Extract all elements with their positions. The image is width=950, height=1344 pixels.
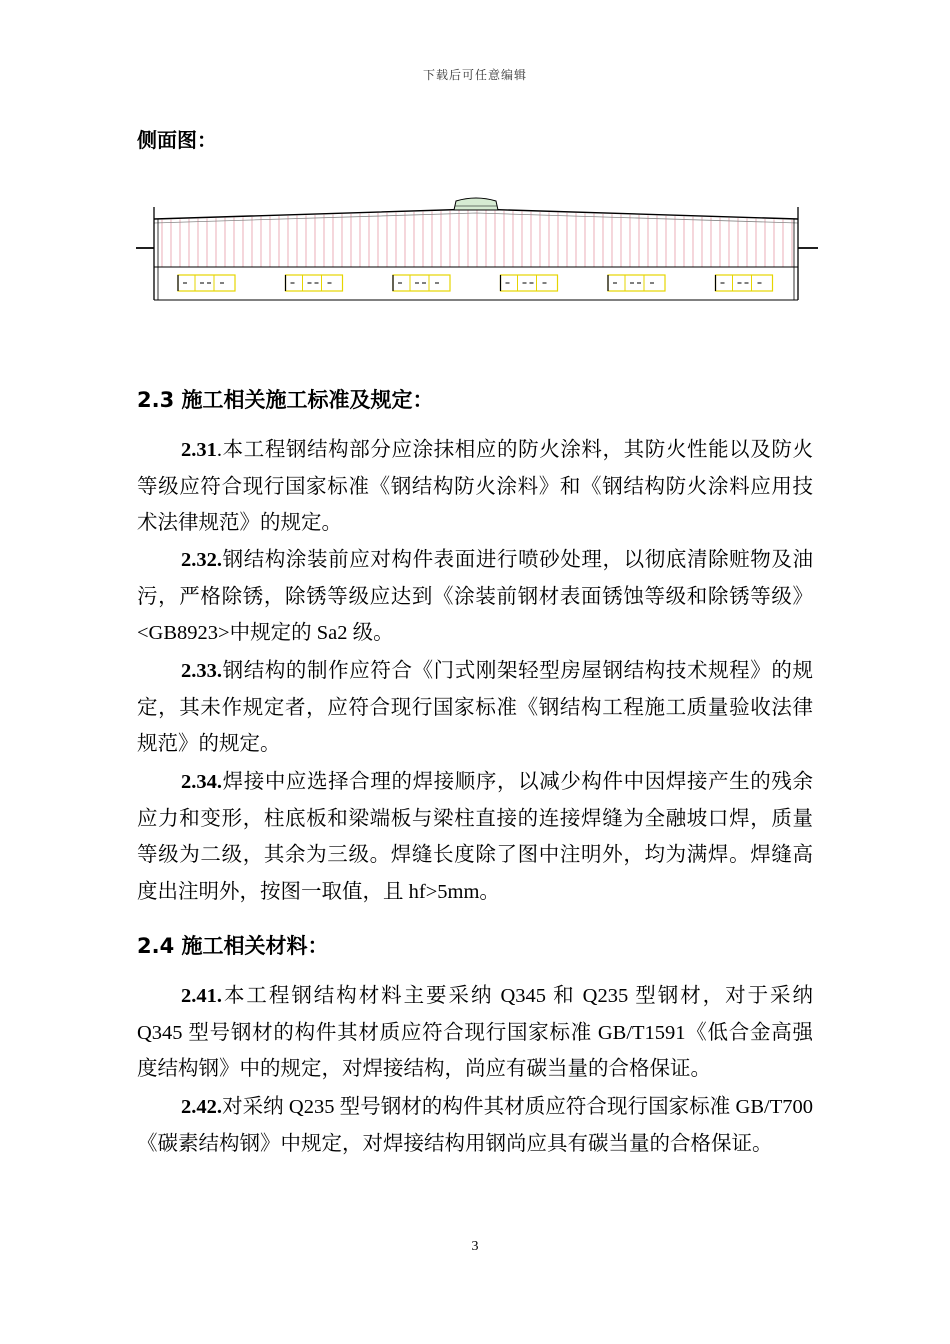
paragraph-2-31	[137, 432, 813, 542]
item-text: 钢结构的制作应符合《门式刚架轻型房屋钢结构技术规程》的规定，其未作规定者，应符合现行国家标准《钢结构工程施工质量验收法律规范》的规定。	[137, 660, 813, 755]
item-number: 2.42.	[181, 1096, 222, 1118]
paragraph-2-32	[137, 542, 813, 652]
paragraph-2-41	[137, 978, 813, 1088]
item-text: 钢结构涂装前应对构件表面进行喷砂处理，以彻底清除赃物及油污，严格除锈，除锈等级应达到《涂装前钢材表面锈蚀等级和除锈等级》<GB8923>中规定的 Sa2 级。	[137, 549, 813, 644]
item-number: 2.41.	[181, 985, 222, 1007]
ridge-ventilator	[454, 198, 498, 210]
item-text: 焊接中应选择合理的焊接顺序，以减少构件中因焊接产生的残余应力和变形，柱底板和梁端板与梁柱直接的连接焊缝为全融坡口焊，质量等级为二级，其余为三级。焊缝长度除了图中注明外，均为满焊。焊缝高度出注明外，按图一取值，且 hf>5mm。	[137, 771, 813, 903]
roof-inner-line	[154, 213, 798, 223]
item-text: .本工程钢结构部分应涂抹相应的防火涂料，其防火性能以及防火等级应符合现行国家标准《钢结构防火涂料》和《钢结构防火涂料应用技术法律规范》的规定。	[137, 439, 813, 534]
section-title-2-4: 2.4 施工相关材料：	[137, 934, 329, 958]
item-text: 本工程钢结构材料主要采纳 Q345 和 Q235 型钢材，对于采纳 Q345 型号钢材的构件其材质应符合现行国家标准 GB/T1591《低合金高强度结构钢》中的规定，对焊接结构，尚应有碳当量的合格保证。	[137, 985, 813, 1080]
header-note: 下载后可任意编辑	[422, 68, 527, 82]
elevation-svg	[132, 193, 822, 308]
item-number: 2.32.	[181, 549, 222, 571]
side-view-label: 侧面图：	[137, 128, 217, 152]
side-elevation-drawing	[132, 193, 822, 308]
page-number: 3	[471, 1239, 479, 1254]
item-number: 2.31	[181, 439, 217, 461]
section-title-2-3: 2.3 施工相关施工标准及规定：	[137, 388, 434, 412]
item-number: 2.34.	[181, 771, 222, 793]
paragraph-2-34	[137, 764, 813, 910]
item-number: 2.33.	[181, 660, 222, 682]
paragraph-2-33	[137, 653, 813, 763]
item-text: 对采纳 Q235 型号钢材的构件其材质应符合现行国家标准 GB/T700《碳素结构钢》中规定，对焊接结构用钢尚应具有碳当量的合格保证。	[137, 1096, 813, 1155]
paragraph-2-42	[137, 1089, 813, 1162]
